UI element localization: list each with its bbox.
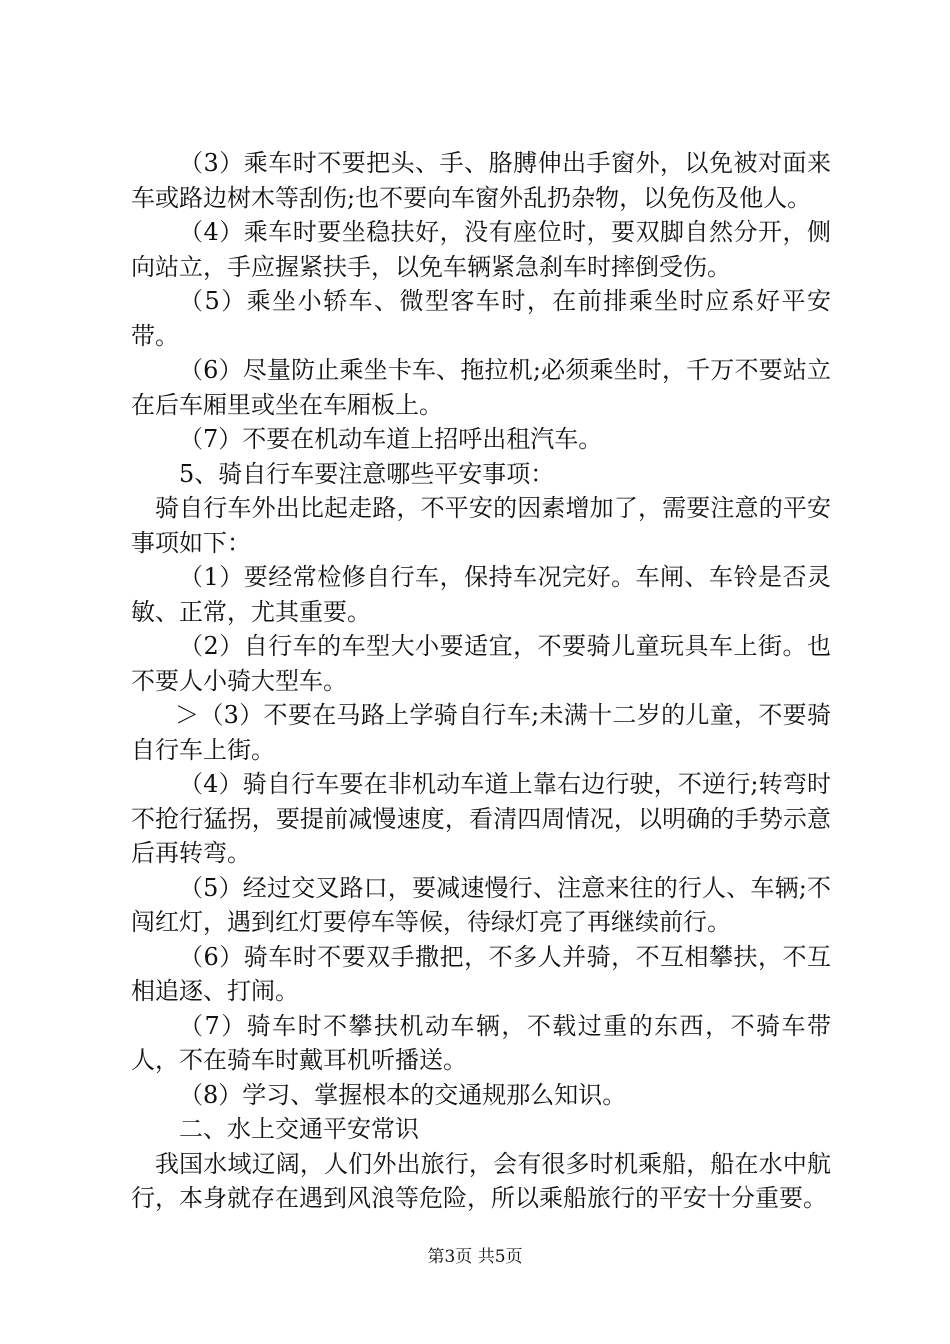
section-heading-water: 二、水上交通平安常识 xyxy=(179,1115,419,1143)
paragraph-water-intro: 我国水域辽阔，人们外出旅行，会有很多时机乘船，船在水中航行，本身就存在遇到风浪等危险，所以乘船旅行的平安十分重要。 xyxy=(131,1149,831,1212)
paragraph-item-4: （4）乘车时要坐稳扶好，没有座位时，要双脚自然分开，侧向站立，手应握紧扶手，以免车辆紧急刹车时摔倒受伤。 xyxy=(131,218,831,281)
section-heading-bicycle: 5、骑自行车要注意哪些平安事项： xyxy=(179,459,555,488)
paragraph-item-7: （7）不要在机动车道上招呼出租汽车。 xyxy=(179,425,603,453)
paragraph-bicycle-intro: 骑自行车外出比起走路，不平安的因素增加了，需要注意的平安事项如下： xyxy=(131,494,831,557)
paragraph-bike-6: （6）骑车时不要双手撒把，不多人并骑，不互相攀扶，不互相追逐、打闹。 xyxy=(131,942,831,1005)
paragraph-bike-3: ＞（3）不要在马路上学骑自行车;未满十二岁的儿童，不要骑自行车上街。 xyxy=(131,701,831,764)
paragraph-bike-2: （2）自行车的车型大小要适宜，不要骑儿童玩具车上街。也不要人小骑大型车。 xyxy=(131,632,831,695)
paragraph-bike-1: （1）要经常检修自行车，保持车况完好。车闸、车铃是否灵敏、正常，尤其重要。 xyxy=(131,563,831,626)
paragraph-bike-7: （7）骑车时不攀扶机动车辆，不载过重的东西，不骑车带人，不在骑车时戴耳机听播送。 xyxy=(131,1011,831,1074)
paragraph-item-3: （3）乘车时不要把头、手、胳膊伸出手窗外，以免被对面来车或路边树木等刮伤;也不要向车窗外乱扔杂物，以免伤及他人。 xyxy=(131,149,831,212)
paragraph-item-5: （5）乘坐小轿车、微型客车时，在前排乘坐时应系好平安带。 xyxy=(131,287,831,350)
document-body xyxy=(131,146,831,1216)
paragraph-bike-8: （8）学习、掌握根本的交通规那么知识。 xyxy=(179,1080,627,1109)
paragraph-item-6: （6）尽量防止乘坐卡车、拖拉机;必须乘坐时，千万不要站立在后车厢里或坐在车厢板上。 xyxy=(131,356,831,419)
page-footer: 第3页 共5页 xyxy=(427,1247,523,1267)
paragraph-bike-4: （4）骑自行车要在非机动车道上靠右边行驶，不逆行;转弯时不抢行猛拐，要提前减慢速度，看清四周情况，以明确的手势示意后再转弯。 xyxy=(131,770,831,867)
paragraph-bike-5: （5）经过交叉路口，要减速慢行、注意来往的行人、车辆;不闯红灯，遇到红灯要停车等候，待绿灯亮了再继续前行。 xyxy=(131,873,831,936)
